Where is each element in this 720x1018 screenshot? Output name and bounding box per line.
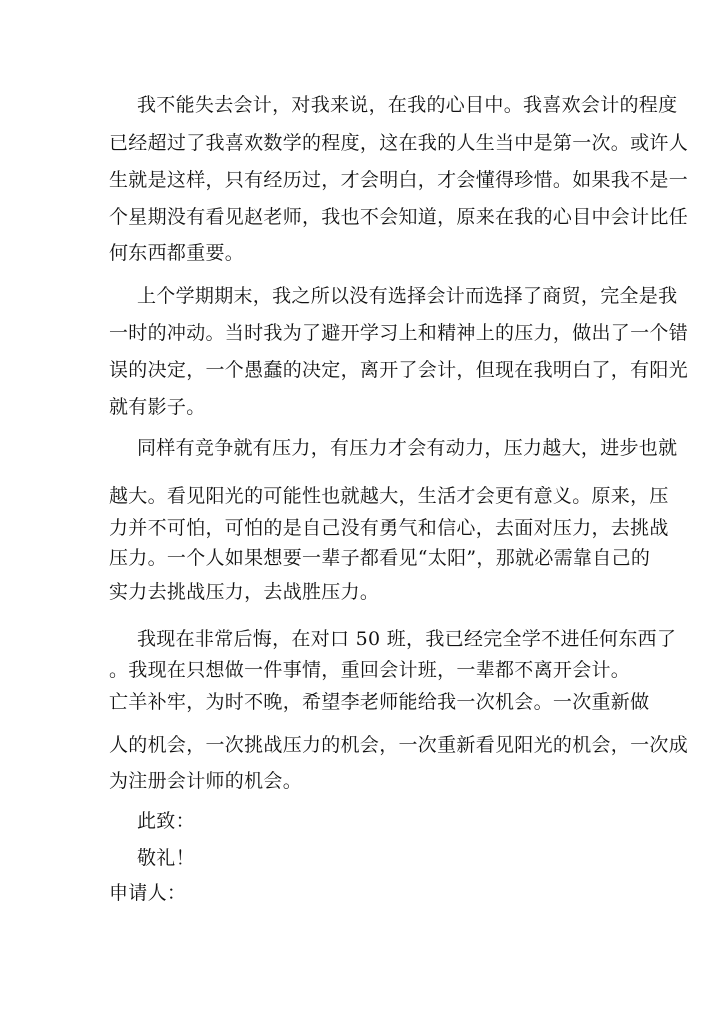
paragraph-2-line-3: 误的决定，一个愚蠢的决定，离开了会计，但现在我明白了，有阳光	[109, 359, 689, 381]
paragraph-4-line-5: 为注册会计师的机会。	[109, 770, 303, 792]
paragraph-4-line-2: 。我现在只想做一件事情，重回会计班，一辈都不离开会计。	[109, 659, 631, 681]
paragraph-1-line-2: 已经超过了我喜欢数学的程度，这在我的人生当中是第一次。或许人	[109, 132, 689, 154]
applicant-label: 申请人：	[109, 882, 187, 904]
paragraph-1-line-3: 生就是这样，只有经历过，才会明白，才会懂得珍惜。如果我不是一	[109, 169, 689, 191]
paragraph-3-line-4: 压力。一个人如果想要一辈子都看见“太阳”，那就必需靠自己的	[109, 547, 651, 569]
paragraph-4-line-1: 我现在非常后悔，在对口 50 班，我已经完全学不进任何东西了	[137, 628, 677, 650]
paragraph-3-line-1: 同样有竞争就有压力，有压力才会有动力，压力越大，进步也就	[137, 437, 678, 459]
paragraph-3-line-2: 越大。看见阳光的可能性也就越大，生活才会更有意义。原来，压	[109, 485, 669, 507]
paragraph-1-line-4: 个星期没有看见赵老师，我也不会知道，原来在我的心目中会计比任	[109, 206, 689, 228]
paragraph-2-line-2: 一时的冲动。当时我为了避开学习上和精神上的压力，做出了一个错	[109, 322, 689, 344]
paragraph-4-line-3: 亡羊补牢，为时不晚，希望李老师能给我一次机会。一次重新做	[109, 691, 650, 713]
paragraph-1-line-1: 我不能失去会计，对我来说，在我的心目中。我喜欢会计的程度	[137, 94, 678, 116]
closing-salute: 敬礼！	[137, 847, 195, 869]
paragraph-2-line-1: 上个学期期末，我之所以没有选择会计而选择了商贸，完全是我	[137, 285, 678, 307]
paragraph-4-line-4: 人的机会，一次挑战压力的机会，一次重新看见阳光的机会，一次成	[109, 734, 689, 756]
paragraph-3-line-3: 力并不可怕，可怕的是自己没有勇气和信心，去面对压力，去挑战	[109, 517, 669, 539]
closing-regards: 此致：	[137, 810, 195, 832]
paragraph-3-line-5: 实力去挑战压力，去战胜压力。	[109, 581, 380, 603]
paragraph-1-line-5: 何东西都重要。	[109, 242, 245, 264]
paragraph-2-line-4: 就有影子。	[109, 396, 206, 418]
